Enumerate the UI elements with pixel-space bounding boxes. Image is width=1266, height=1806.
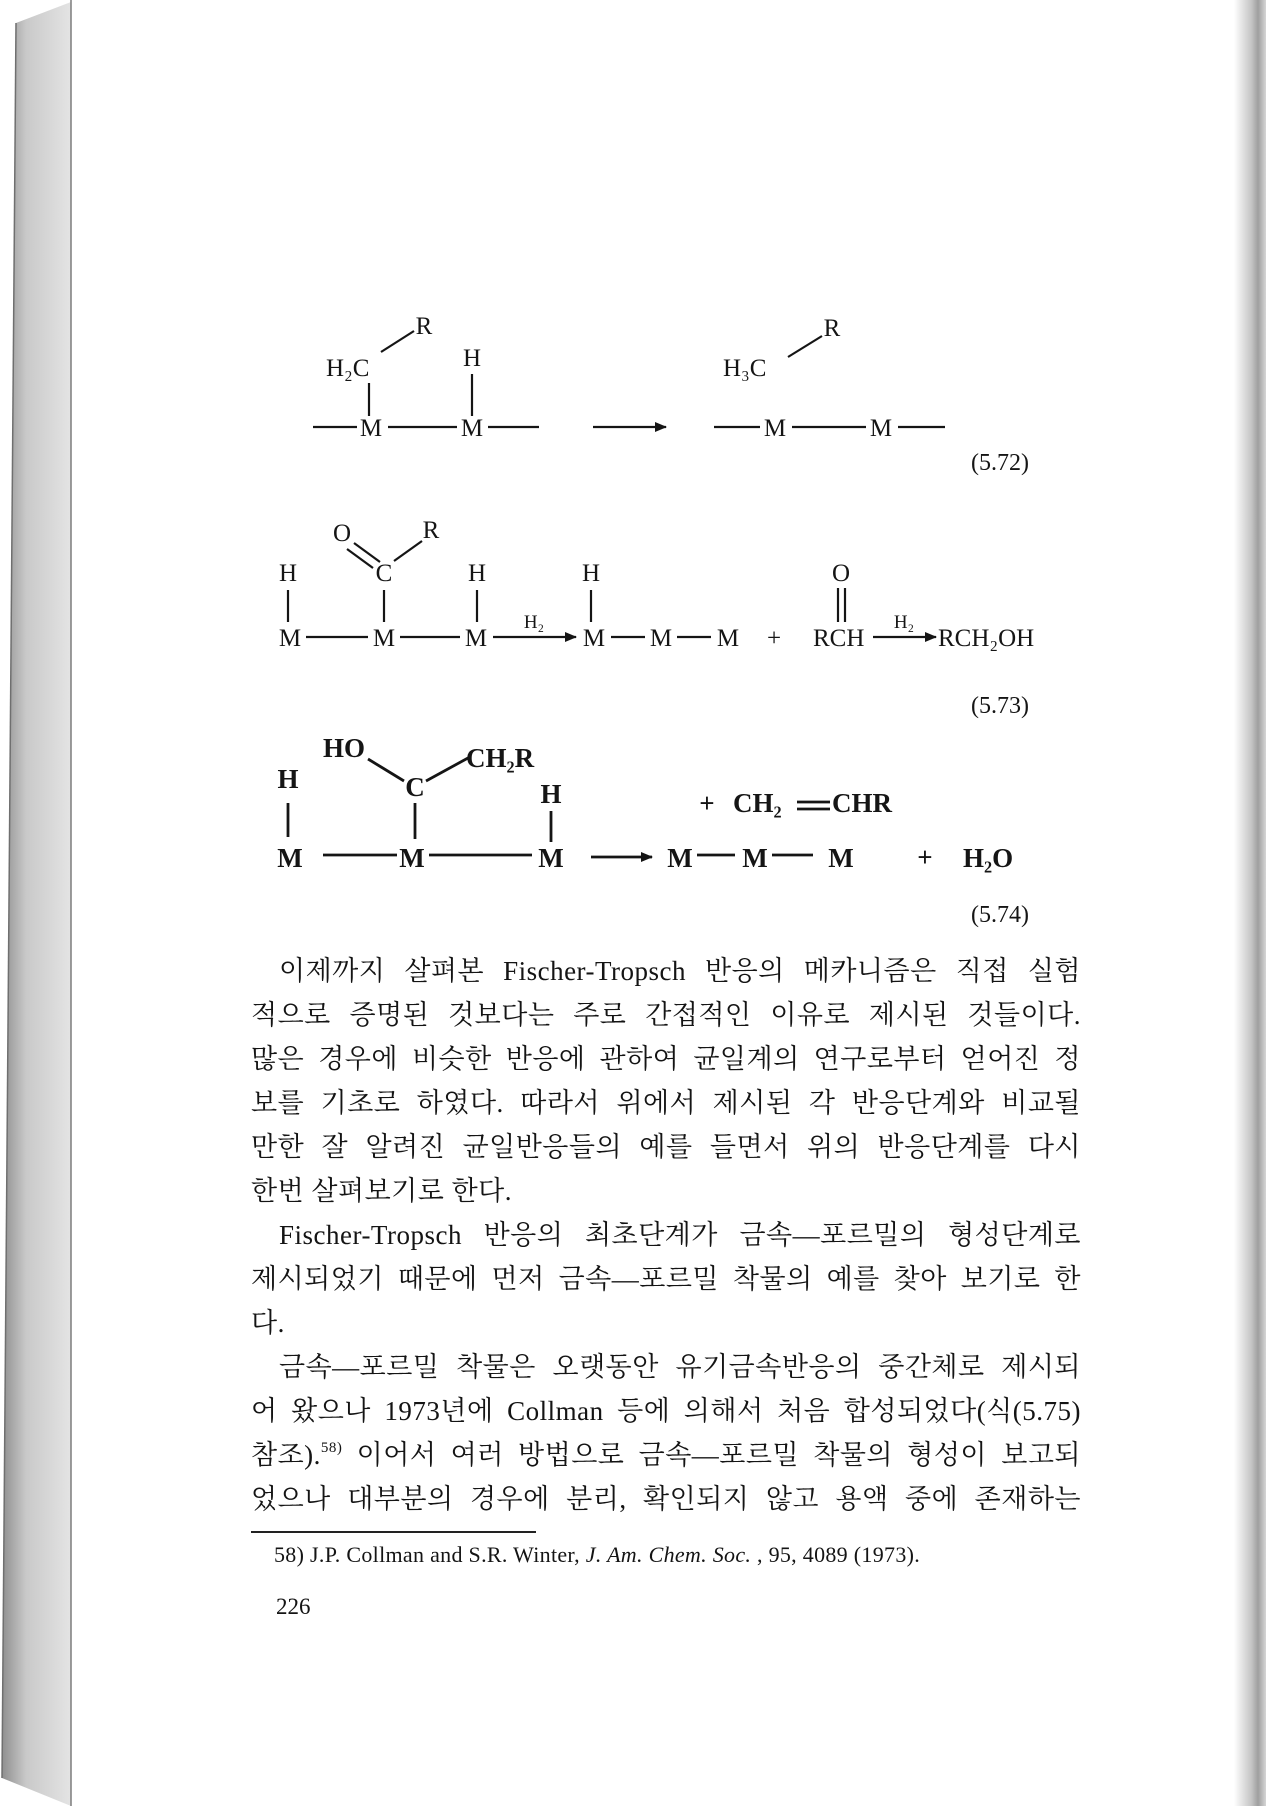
eq574-h-left: H bbox=[277, 764, 299, 794]
eq574-metal-1: M bbox=[277, 843, 303, 873]
eq572-r-label: R bbox=[415, 313, 433, 340]
eq574-ch2r-label: CH₂R bbox=[466, 743, 535, 773]
paragraph-1-line-6: 한번 살펴보기로 한다. bbox=[251, 1176, 512, 1206]
footnote-authors: J.P. Collman and S.R. Winter, bbox=[310, 1542, 580, 1567]
eq573-c-label: C bbox=[375, 560, 393, 587]
eq574-alkene-right: CHR bbox=[832, 788, 892, 818]
footnote bbox=[274, 1541, 1074, 1569]
body-text bbox=[251, 949, 1081, 1521]
paragraph-1-line-2: 적으로 증명된 것보다는 주로 간접적인 이유로 제시된 것들이다. bbox=[251, 1000, 1081, 1030]
eq574-ho-label: HO bbox=[323, 733, 366, 763]
eq574-water: H₂O bbox=[963, 843, 1014, 873]
eq574-product-metal-3: M bbox=[828, 843, 854, 873]
eq572-product-metal-2: M bbox=[869, 415, 893, 442]
eq573-aldehyde-rch: RCH bbox=[813, 625, 865, 652]
eq573-plus: + bbox=[766, 625, 782, 652]
footnote-divider bbox=[251, 1531, 536, 1533]
paragraph-3-line-3 bbox=[251, 1433, 1081, 1477]
eq573-reagent-h2: H₂ bbox=[523, 612, 545, 633]
eq574-alkene-left: CH₂ bbox=[733, 788, 782, 818]
eq572-metal-1: M bbox=[359, 415, 383, 442]
eq574-metal-2: M bbox=[399, 843, 425, 873]
eq573-product-h: H bbox=[581, 560, 601, 587]
paragraph-2-line-1: Fischer-Tropsch 반응의 최초단계가 금속—포르밀의 형성단계로 bbox=[279, 1220, 1081, 1250]
paragraph-3-line-2: 어 왔으나 1973년에 Collman 등에 의해서 처음 합성되었다(식(5.75) bbox=[251, 1396, 1081, 1426]
eq572-metal-2: M bbox=[460, 415, 484, 442]
equation-number-5-72: (5.72) bbox=[971, 450, 1029, 476]
eq573-reagent2-h2: H₂ bbox=[893, 612, 915, 633]
eq572-h-label: H bbox=[462, 345, 482, 372]
footnote-number: 58) bbox=[274, 1542, 305, 1567]
eq573-product-metal-3: M bbox=[716, 625, 740, 652]
eq573-product-metal-2: M bbox=[649, 625, 673, 652]
eq573-o-label: O bbox=[332, 520, 352, 547]
eq574-metal-3: M bbox=[538, 843, 564, 873]
eq573-alcohol: RCH₂OH bbox=[938, 625, 1035, 652]
paragraph-1-line-4: 보를 기초로 하였다. 따라서 위에서 제시된 각 반응단계와 비교될 bbox=[251, 1088, 1081, 1118]
eq573-metal-3: M bbox=[464, 625, 488, 652]
equation-number-5-74: (5.74) bbox=[971, 902, 1029, 928]
paragraph-1-line-5: 만한 잘 알려진 균일반응들의 예를 들면서 위의 반응단계를 다시 bbox=[251, 1132, 1081, 1162]
eq573-product-metal-1: M bbox=[582, 625, 606, 652]
equation-5-74 bbox=[277, 733, 1013, 873]
eq573-metal-2: M bbox=[372, 625, 396, 652]
eq574-alkene-plus: + bbox=[699, 788, 715, 818]
footnote-details: , 95, 4089 (1973). bbox=[751, 1542, 921, 1567]
eq572-product-r-label: R bbox=[823, 315, 841, 342]
page-number: 226 bbox=[276, 1594, 311, 1619]
eq573-aldehyde-o: O bbox=[831, 560, 851, 587]
paragraph-3-line-1: 금속—포르밀 착물은 오랫동안 유기금속반응의 중간체로 제시되 bbox=[279, 1352, 1081, 1382]
eq572-h2c-label: H₂C bbox=[326, 355, 370, 382]
eq573-r-label: R bbox=[422, 517, 440, 544]
line-text-before-ref: 참조). bbox=[251, 1440, 321, 1470]
paragraph-3-line-4: 었으나 대부분의 경우에 분리, 확인되지 않고 용액 중에 존재하는 bbox=[251, 1484, 1081, 1514]
line-text-after-ref: 이어서 여러 방법으로 금속—포르밀 착물의 형성이 보고되 bbox=[342, 1440, 1081, 1470]
equation-5-72 bbox=[313, 313, 1029, 476]
eq574-c-label: C bbox=[405, 772, 425, 802]
eq574-plus: + bbox=[917, 842, 933, 872]
footnote-journal: J. Am. Chem. Soc. bbox=[585, 1542, 752, 1567]
equation-number-5-73: (5.73) bbox=[971, 693, 1029, 719]
eq574-product-metal-2: M bbox=[742, 843, 768, 873]
paragraph-2-line-3: 다. bbox=[251, 1308, 285, 1338]
eq574-product-metal-1: M bbox=[667, 843, 693, 873]
paragraph-1-line-3: 많은 경우에 비슷한 반응에 관하여 균일계의 연구로부터 얻어진 정 bbox=[251, 1044, 1081, 1074]
equation-5-73 bbox=[279, 517, 1034, 719]
footnote-reference: 58) bbox=[320, 1440, 343, 1456]
paragraph-2-line-2: 제시되었기 때문에 먼저 금속—포르밀 착물의 예를 찾아 보기로 한 bbox=[251, 1264, 1081, 1294]
eq573-h-left: H bbox=[278, 560, 298, 587]
eq573-h-right: H bbox=[467, 560, 487, 587]
eq572-product-metal-1: M bbox=[763, 415, 787, 442]
eq574-h-right: H bbox=[540, 779, 562, 809]
paragraph-1-line-1: 이제까지 살펴본 Fischer-Tropsch 반응의 메카니즘은 직접 실험 bbox=[279, 956, 1081, 986]
eq572-h3c-label: H₃C bbox=[723, 355, 767, 382]
eq573-metal-1: M bbox=[278, 625, 302, 652]
